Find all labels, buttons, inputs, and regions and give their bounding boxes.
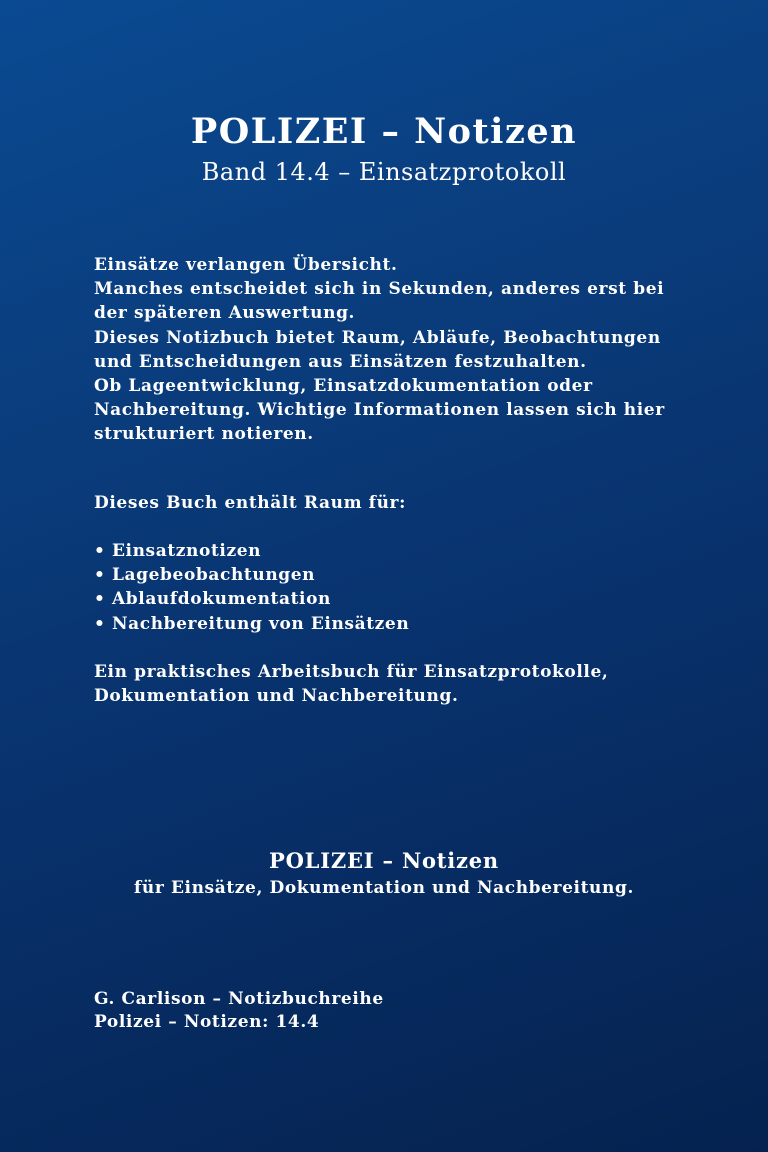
intro-line: strukturiert notieren. [94, 424, 314, 445]
features-list [94, 539, 704, 636]
intro-line: und Entscheidungen aus Einsätzen festzuhalten. [94, 351, 587, 372]
author-line: G. Carlison – Notizbuchreihe [94, 989, 384, 1009]
book-subtitle: Band 14.4 – Einsatzprotokoll [201, 158, 567, 186]
footer-subtitle: für Einsätze, Dokumentation und Nachbereitung. [134, 878, 634, 898]
intro-line: Nachbereitung. Wichtige Informationen lassen sich hier [94, 400, 665, 421]
footer-title: POLIZEI – Notizen [269, 848, 499, 873]
closing-paragraph [94, 660, 704, 708]
feature-item: • Lagebeobachtungen [94, 565, 316, 586]
intro-line: Einsätze verlangen Übersicht. [94, 255, 398, 275]
feature-item: • Ablaufdokumentation [94, 589, 332, 610]
feature-item: • Einsatznotizen [94, 541, 262, 561]
features-heading: Dieses Buch enthält Raum für: [94, 493, 406, 513]
intro-line: Dieses Notizbuch bietet Raum, Abläufe, Beobachtungen [94, 327, 661, 348]
intro-line: Manches entscheidet sich in Sekunden, anderes erst bei [94, 279, 665, 300]
closing-line: Dokumentation und Nachbereitung. [94, 686, 459, 707]
author-block [94, 988, 384, 1034]
book-title: POLIZEI – Notizen [190, 111, 578, 152]
intro-paragraph [94, 253, 704, 447]
closing-line: Ein praktisches Arbeitsbuch für Einsatzprotokolle, [94, 662, 609, 682]
intro-line: Ob Lageentwicklung, Einsatzdokumentation oder [94, 376, 593, 397]
series-line: Polizei – Notizen: 14.4 [94, 1012, 320, 1032]
intro-line: der späteren Auswertung. [94, 303, 356, 324]
feature-item: • Nachbereitung von Einsätzen [94, 613, 410, 634]
